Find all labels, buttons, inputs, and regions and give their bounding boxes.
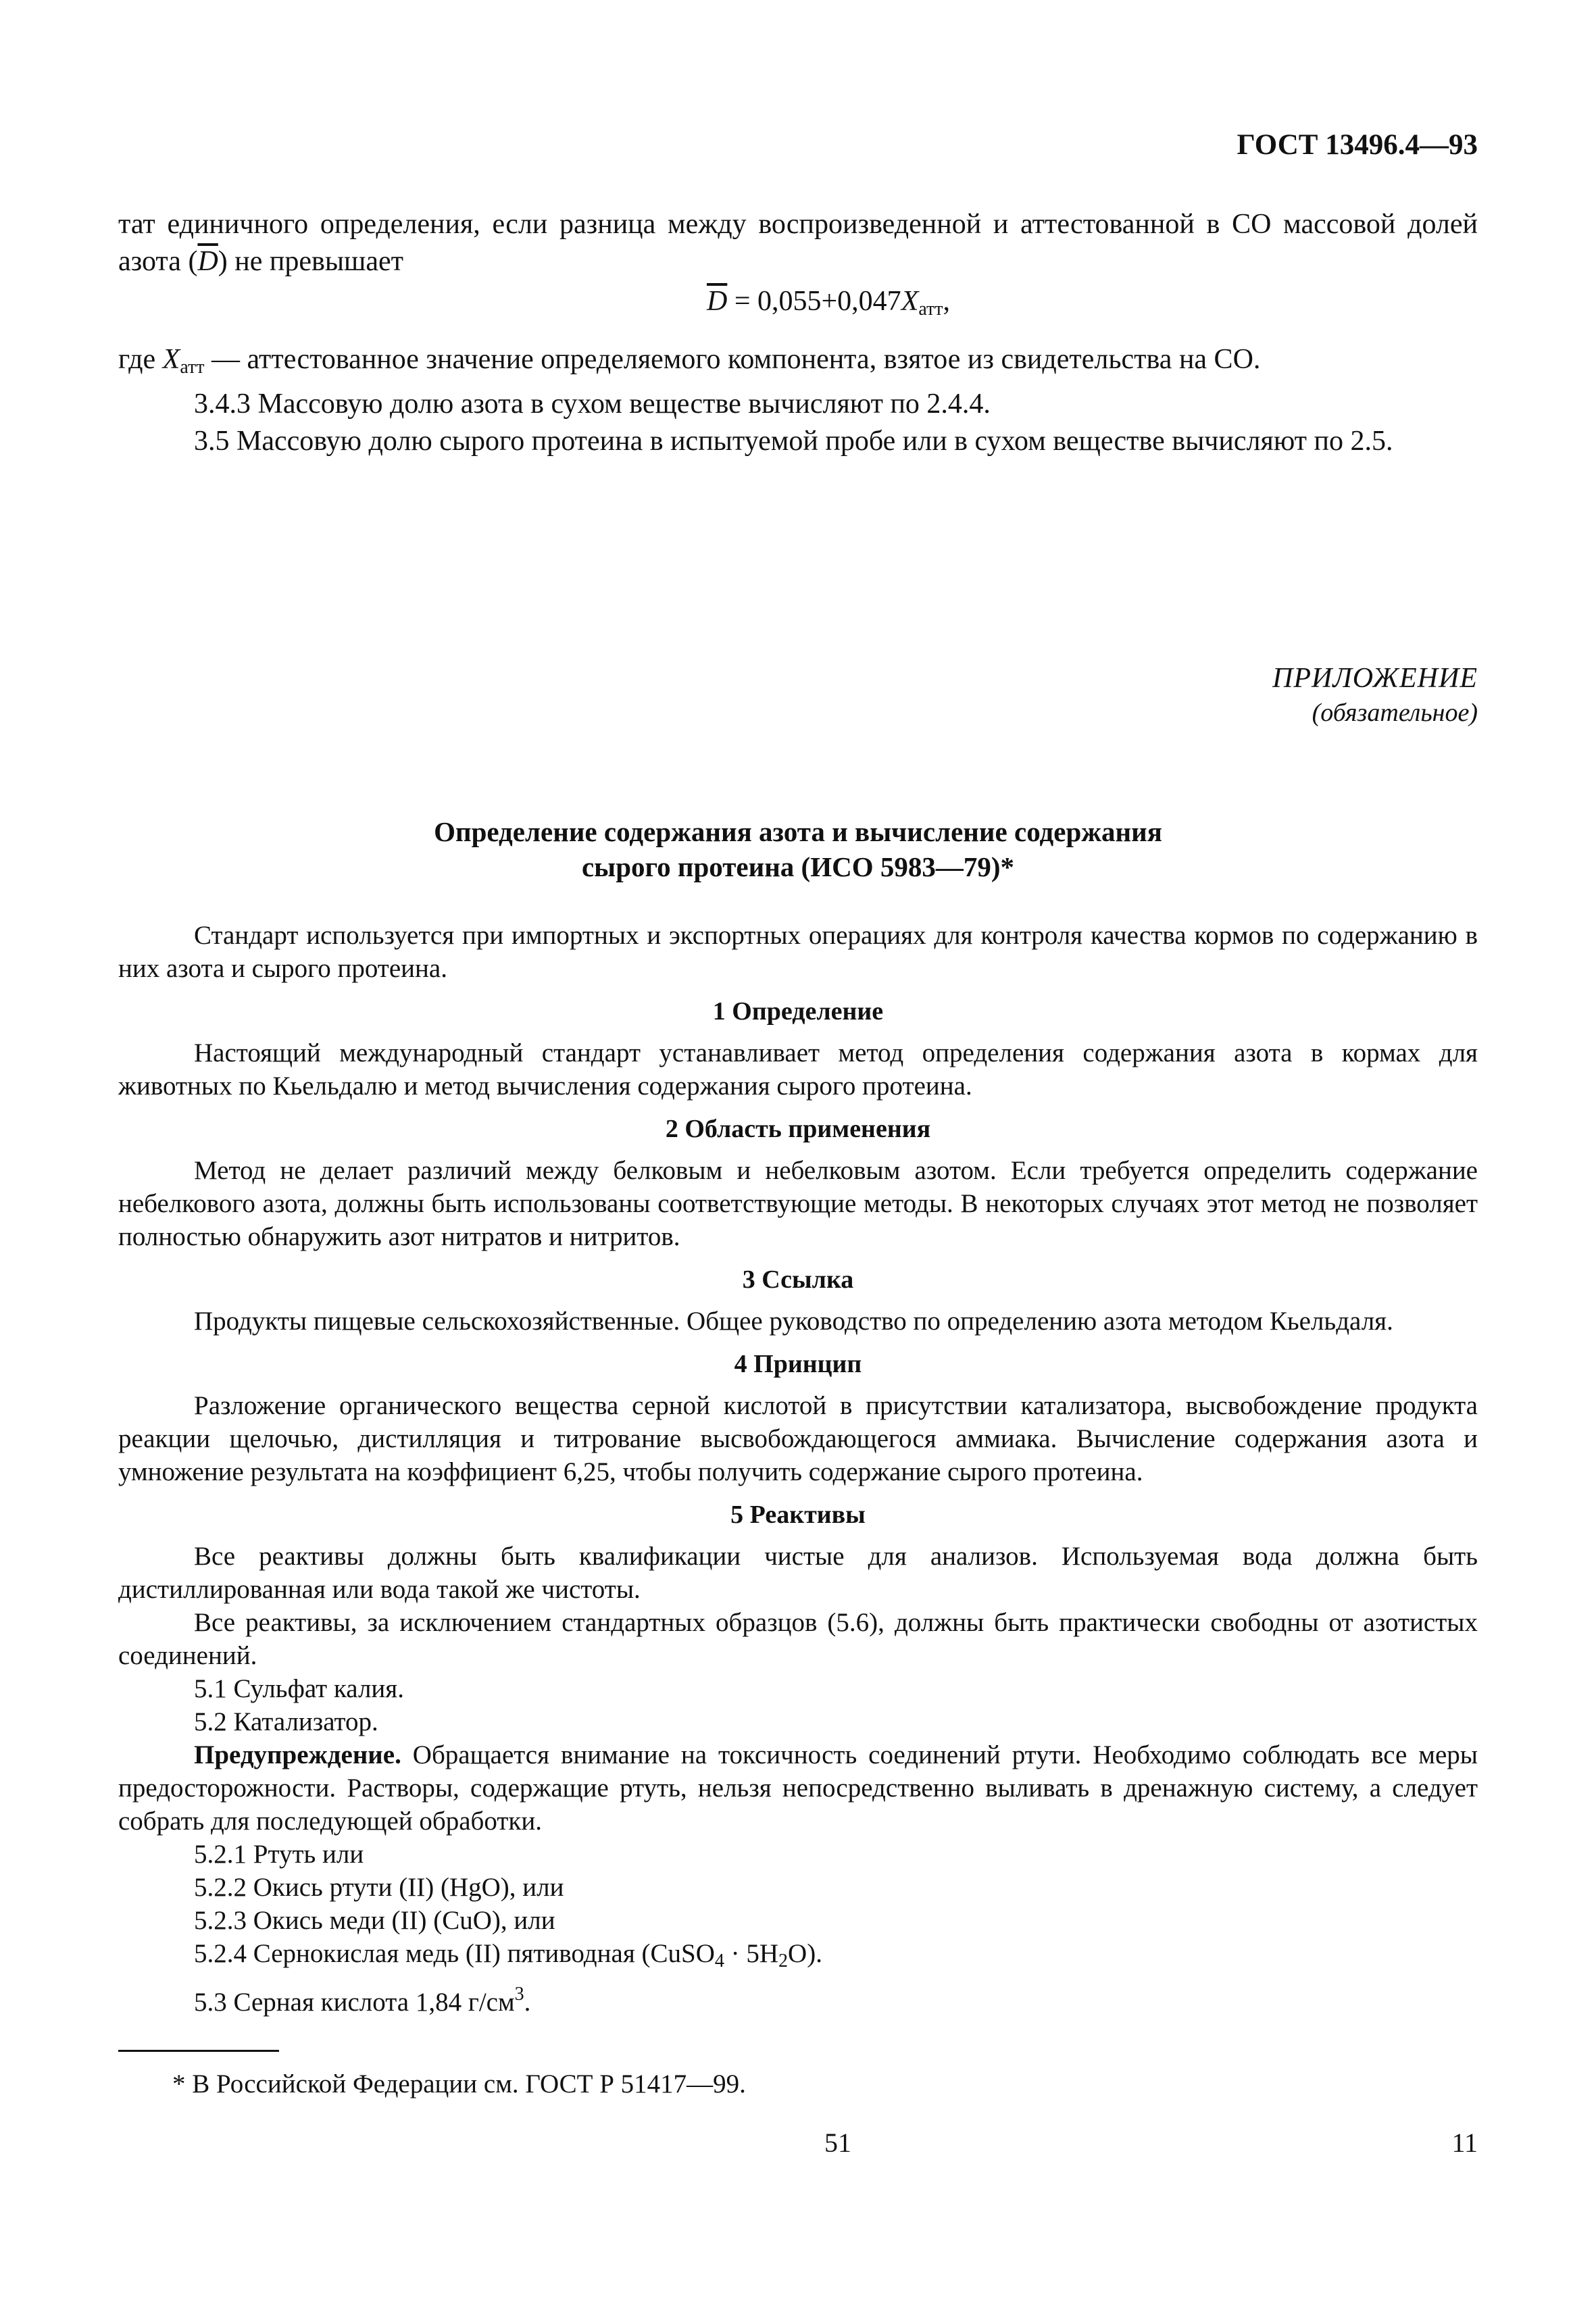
standard-code-header: ГОСТ 13496.4—93 — [1237, 129, 1478, 161]
warning-label: Предупреждение. — [194, 1740, 401, 1769]
section-1-heading: 1 Определение — [712, 997, 884, 1026]
section-5-text-2: Все реактивы, за исключением стандартных образцов (5.6), должны быть практически свободны от азотистых соединений. — [118, 1608, 1478, 1670]
clause-3-5: 3.5 Массовую долю сырого протеина в испытуемой пробе или в сухом веществе вычисляют по 2.5. — [194, 426, 1393, 457]
item-5-1: 5.1 Сульфат калия. — [194, 1674, 404, 1703]
intro-paragraph: Стандарт используется при импортных и экспортных операциях для контроля качества кормов по содержанию в них азота и сырого протеина. — [118, 921, 1478, 983]
section-1-text: Настоящий международный стандарт устанавливает метод определения содержания азота в кормах для животных по Кьельдалю и метод вычисления содержания сырого протеина. — [118, 1038, 1478, 1101]
section-4-text: Разложение органического вещества серной кислотой в присутствии катализатора, высвобождение продукта реакции щелочью, дистилляция и титрование высвобождающегося аммиака. Вычисление содержания азота и умножение результата на коэффициент 6,25, чтобы получить содержание сырого протеина. — [118, 1391, 1478, 1486]
continued-text-block — [118, 206, 1478, 460]
appendix-body — [118, 919, 1478, 2019]
item-5-2-3: 5.2.3 Окись меди (II) (CuO), или — [194, 1906, 555, 1935]
item-5-3: 5.3 Серная кислота 1,84 $г/см^3$. — [194, 1984, 531, 2017]
appendix-label: ПРИЛОЖЕНИЕ (обязательное) — [1272, 663, 1478, 727]
page-number-right: 11 — [1451, 2128, 1478, 2158]
item-5-2-1: 5.2.1 Ртуть или — [194, 1840, 364, 1869]
page-number-center: 51 — [824, 2128, 851, 2158]
item-5-2-2: 5.2.2 Окись ртути (II) (HgO), или — [194, 1873, 564, 1902]
paragraph-continuation: тат единичного определения, если разница между воспроизведенной и аттестованной в СО массовой долей азота $(\overline{D})$ не превышает — [118, 209, 1478, 277]
clause-3-4-3: 3.4.3 Массовую долю азота в сухом веществе вычисляют по 2.4.4. — [194, 388, 991, 420]
section-3-text: Продукты пищевые сельскохозяйственные. Общее руководство по определению азота методом Кьельдаля. — [194, 1307, 1393, 1336]
section-2-text: Метод не делает различий между белковым и небелковым азотом. Если требуется определить содержание небелкового азота, должны быть использованы соответствующие методы. В некоторых случаях этот метод не позволяет полностью обнаружить азот нитратов и нитритов. — [118, 1156, 1478, 1251]
item-5-2-4: 5.2.4 Сернокислая медь (II) пятиводная (CuSO$_4$ · $5H_2O$). — [194, 1939, 822, 1971]
footnote: * В Российской Федерации см. ГОСТ Р 51417—99. — [172, 2069, 746, 2098]
section-5-heading: 5 Реактивы — [730, 1501, 866, 1529]
warning-paragraph: Предупреждение. Обращается внимание на токсичность соединений ртути. Необходимо соблюдать все меры предосторожности. Растворы, содержащие ртуть, нельзя непосредственно выливать в дренажную систему, а следует собрать для последующей обработки. — [118, 1740, 1478, 1836]
item-5-2: 5.2 Катализатор. — [194, 1707, 378, 1736]
section-5-text-1: Все реактивы должны быть квалификации чистые для анализов. Используемая вода должна быть дистиллированная или вода такой же чистоты. — [118, 1542, 1478, 1604]
footnote-divider — [118, 2050, 279, 2052]
where-clause: где $X_{атт}$ — аттестованное значение определяемого компонента, взятое из свидетельства на СО. — [118, 344, 1261, 378]
section-2-heading: 2 Область применения — [665, 1115, 931, 1143]
formula-d: $\overline{D} = 0,055+0,047X_{атт}$, — [706, 286, 951, 320]
appendix-title: Определение содержания азота и вычисление содержания сырого протеина (ИСО 5983—79)* — [434, 816, 1162, 882]
section-4-heading: 4 Принцип — [734, 1350, 862, 1378]
section-3-heading: 3 Ссылка — [742, 1265, 854, 1294]
